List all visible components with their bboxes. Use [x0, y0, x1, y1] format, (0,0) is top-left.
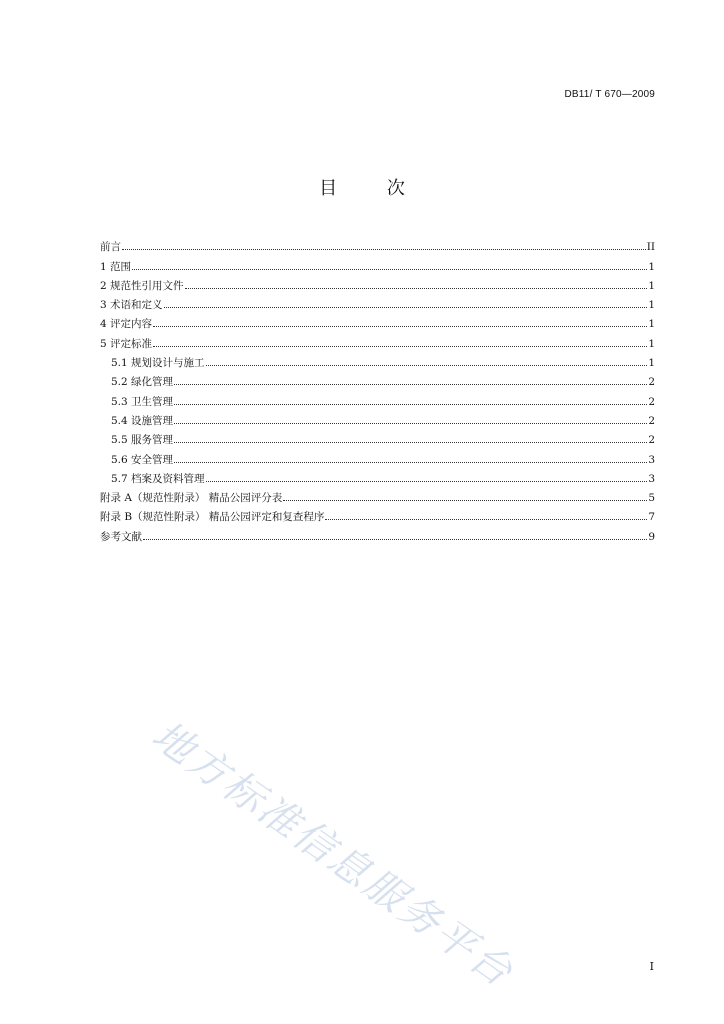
toc-entry-label: 参考文献 — [100, 530, 142, 543]
toc-entry-bibliography[interactable] — [100, 524, 655, 543]
toc-entry-page: II — [646, 241, 655, 254]
toc-dot-leader — [174, 384, 647, 385]
toc-entry-page: 7 — [648, 511, 655, 524]
toc-entry-label: 3 术语和定义 — [100, 299, 163, 312]
toc-entry-label: 1 范围 — [100, 260, 132, 273]
toc-entry-page: 1 — [648, 260, 655, 273]
toc-entry-5-5[interactable] — [100, 428, 655, 447]
toc-entry-page: 3 — [648, 453, 655, 466]
toc-dot-leader — [206, 481, 648, 482]
toc-entry-label: 前言 — [100, 241, 121, 254]
toc-entry-page: 2 — [648, 395, 655, 408]
document-code: DB11/ T 670—2009 — [564, 89, 655, 100]
toc-entry-5-4[interactable] — [100, 409, 655, 428]
toc-entry-5-6[interactable] — [100, 447, 655, 466]
toc-entry-label: 2 规范性引用文件 — [100, 279, 184, 292]
toc-entry-label: 4 评定内容 — [100, 318, 153, 331]
toc-entry-page: 2 — [648, 434, 655, 447]
toc-entry-5-1[interactable] — [100, 351, 655, 370]
toc-dot-leader — [325, 519, 647, 520]
toc-entry-evaluation-standards[interactable] — [100, 331, 655, 350]
toc-entry-label: 5 评定标准 — [100, 337, 153, 350]
toc-entry-page: 2 — [648, 414, 655, 427]
toc-entry-page: 1 — [648, 299, 655, 312]
toc-entry-page: 1 — [648, 279, 655, 292]
table-of-contents — [100, 235, 655, 544]
toc-dot-leader — [185, 288, 648, 289]
toc-entry-label: 5.6 安全管理 — [111, 453, 174, 466]
toc-entry-page: 5 — [648, 492, 655, 505]
toc-dot-leader — [143, 539, 647, 540]
toc-dot-leader — [132, 269, 647, 270]
toc-entry-page: 9 — [648, 530, 655, 543]
toc-dot-leader — [153, 346, 647, 347]
toc-entry-label: 5.7 档案及资料管理 — [111, 472, 205, 485]
toc-entry-page: 2 — [648, 376, 655, 389]
toc-dot-leader — [206, 365, 648, 366]
toc-dot-leader — [164, 307, 648, 308]
toc-entry-terms-definitions[interactable] — [100, 293, 655, 312]
toc-entry-evaluation-content[interactable] — [100, 312, 655, 331]
toc-entry-label: 5.3 卫生管理 — [111, 395, 174, 408]
toc-dot-leader — [122, 249, 646, 250]
toc-dot-leader — [174, 423, 647, 424]
toc-entry-label: 5.4 设施管理 — [111, 414, 174, 427]
toc-dot-leader — [283, 500, 647, 501]
toc-dot-leader — [153, 326, 647, 327]
toc-entry-normative-references[interactable] — [100, 274, 655, 293]
toc-entry-scope[interactable] — [100, 254, 655, 273]
toc-entry-label: 附录 B（规范性附录） 精品公园评定和复查程序 — [100, 511, 325, 524]
page-number: I — [649, 960, 654, 973]
page-title: 目 次 — [319, 178, 427, 199]
toc-entry-appendix-b[interactable] — [100, 505, 655, 524]
toc-entry-foreword[interactable] — [100, 235, 655, 254]
toc-entry-page: 1 — [648, 357, 655, 370]
toc-dot-leader — [174, 404, 647, 405]
toc-entry-5-7[interactable] — [100, 467, 655, 486]
watermark: 地方标准信息服务平台 — [143, 712, 523, 997]
toc-entry-label: 5.5 服务管理 — [111, 434, 174, 447]
toc-entry-5-3[interactable] — [100, 389, 655, 408]
toc-entry-label: 5.2 绿化管理 — [111, 376, 174, 389]
toc-entry-page: 1 — [648, 318, 655, 331]
toc-entry-label: 附录 A（规范性附录） 精品公园评分表 — [100, 492, 283, 505]
toc-dot-leader — [174, 442, 647, 443]
toc-entry-page: 3 — [648, 472, 655, 485]
toc-dot-leader — [174, 462, 647, 463]
toc-entry-label: 5.1 规划设计与施工 — [111, 357, 205, 370]
toc-entry-5-2[interactable] — [100, 370, 655, 389]
toc-entry-appendix-a[interactable] — [100, 486, 655, 505]
toc-entry-page: 1 — [648, 337, 655, 350]
